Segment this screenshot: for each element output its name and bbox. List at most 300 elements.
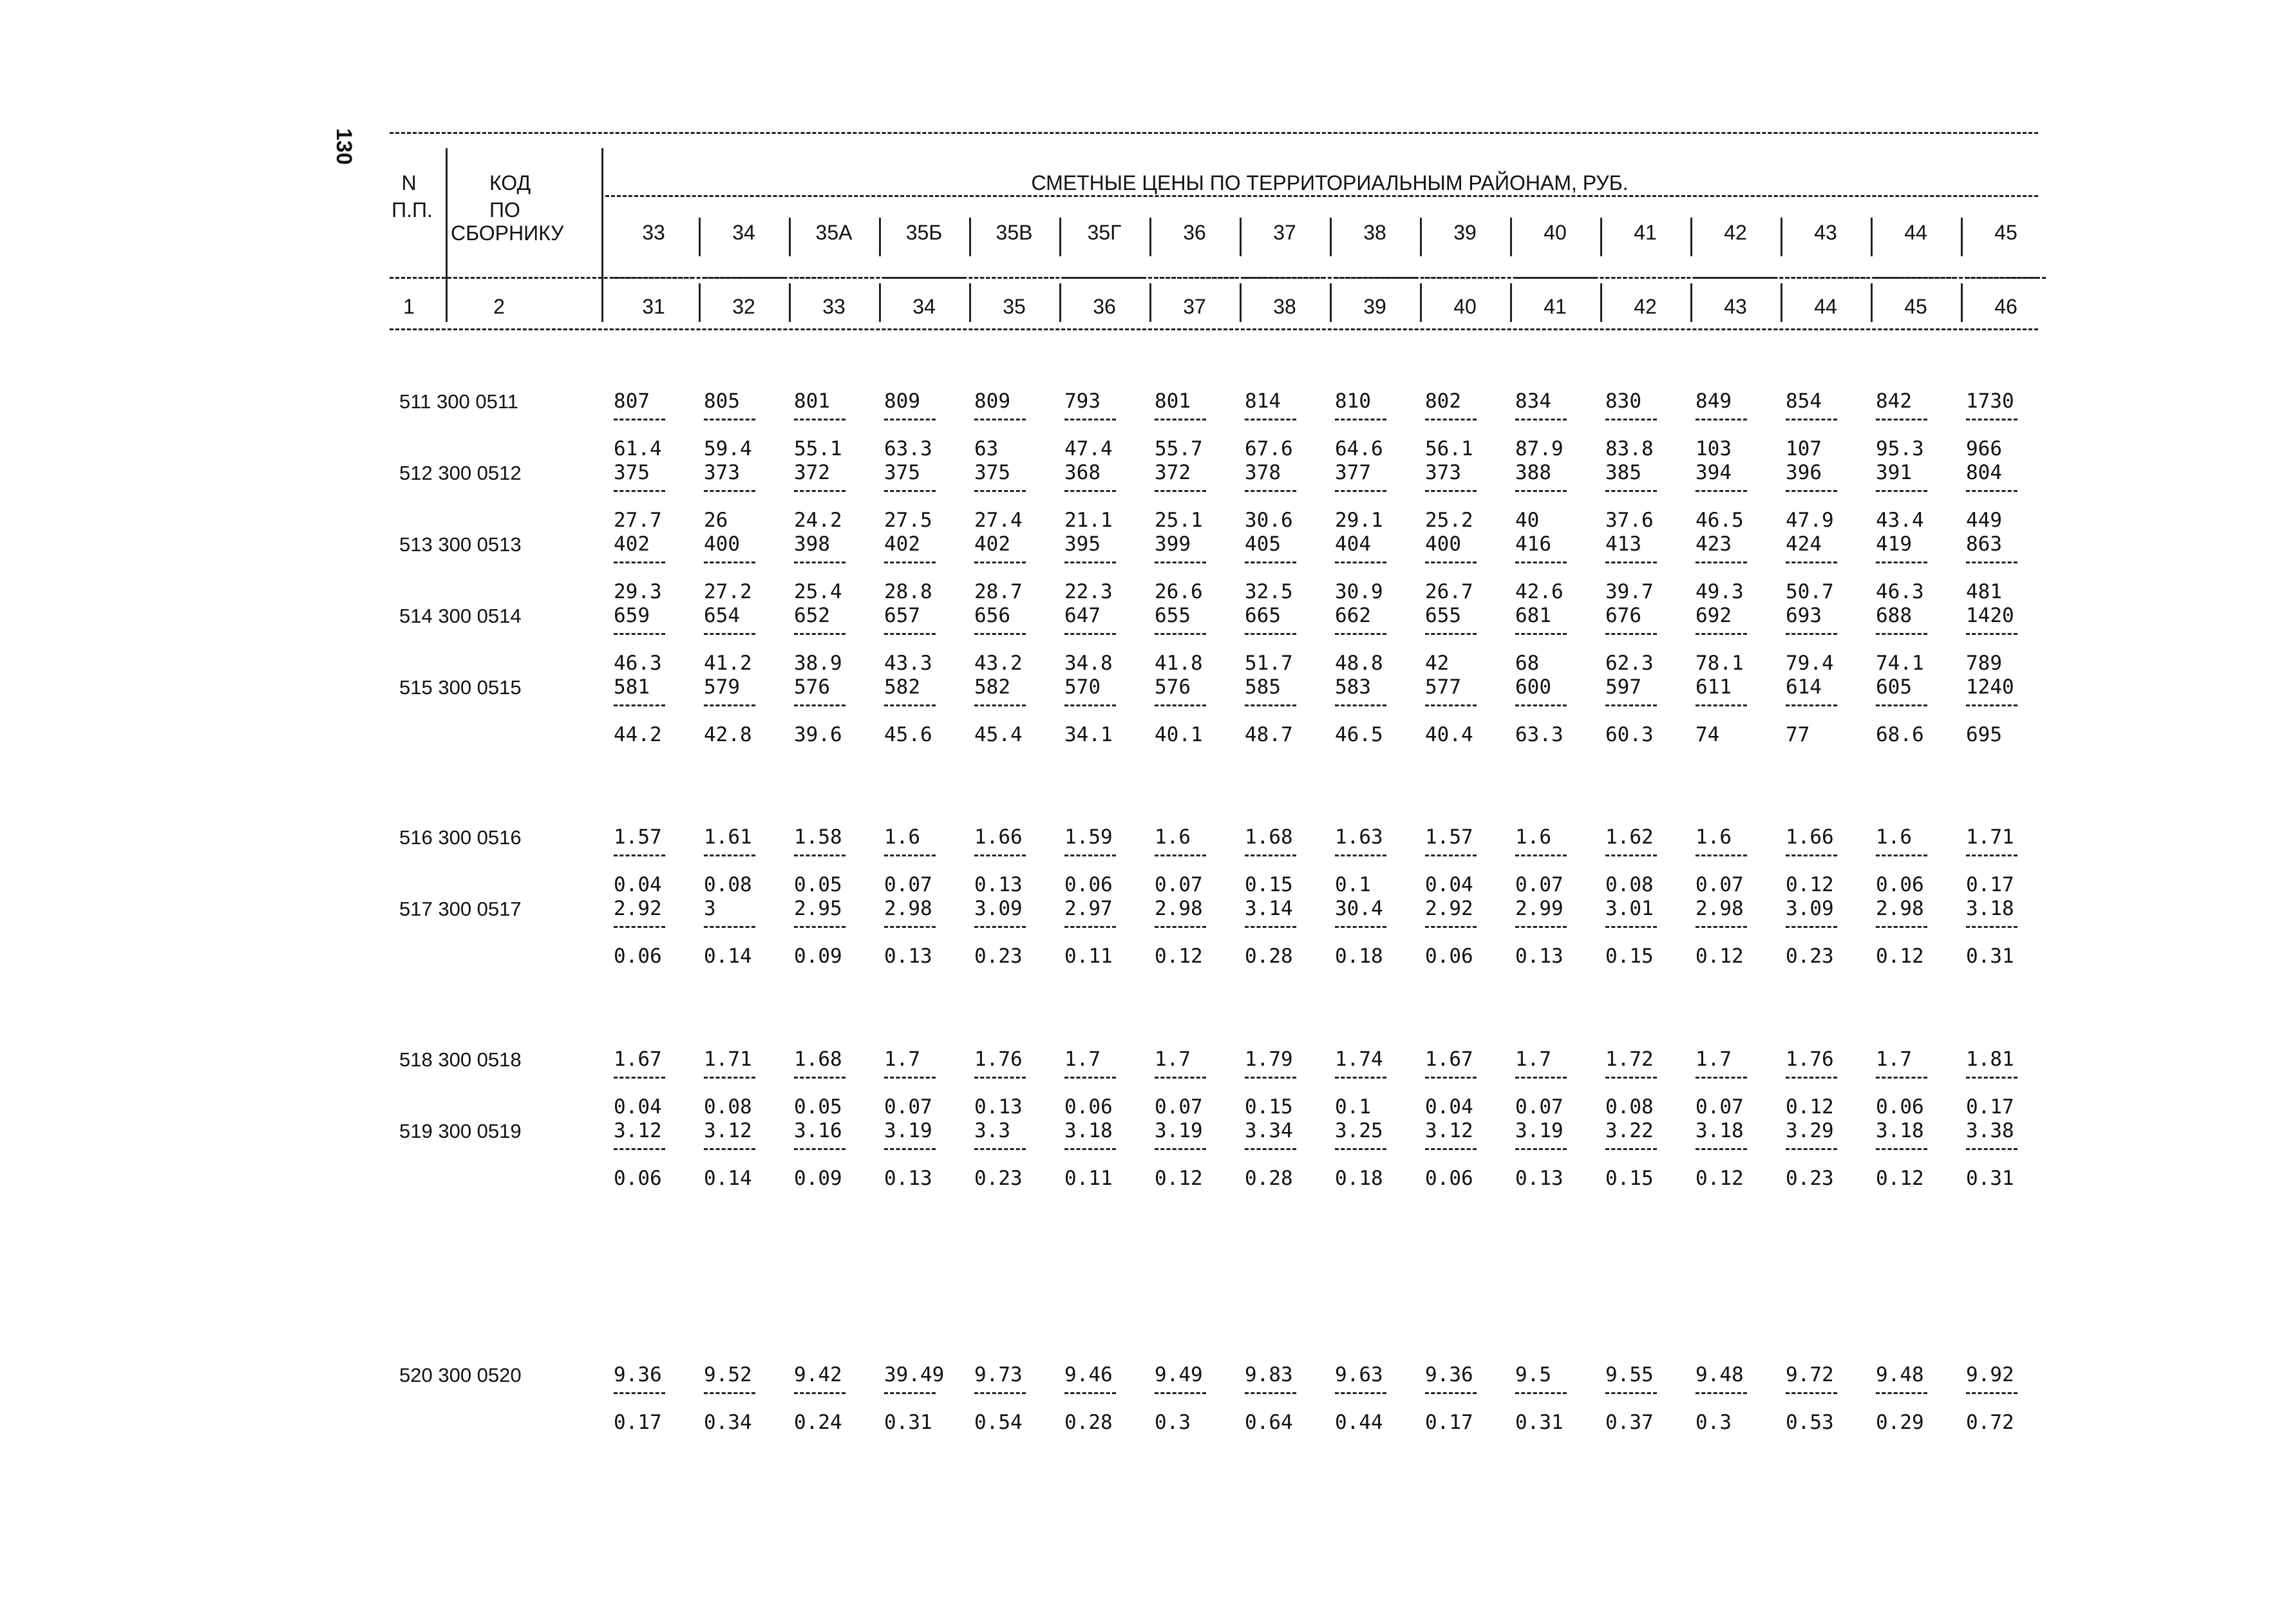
fraction-rule [884,1392,936,1394]
district-separator [1510,218,1512,256]
price-value: 0.11 [1064,945,1113,968]
fraction-rule [1966,562,2017,563]
fraction-rule [1245,562,1296,563]
price-value: 1.76 [974,1048,1023,1071]
fraction-rule [1155,562,1206,563]
fraction-rule [704,490,755,492]
fraction-rule [1876,854,1927,856]
price-value: 576 [1155,675,1191,699]
price-value: 3.29 [1786,1119,1834,1142]
price-value: 27.4 [974,509,1023,532]
fraction-rule [1786,926,1837,928]
price-value: 0.1 [1335,1095,1371,1119]
price-value: 42 [1425,652,1450,675]
price-value: 1.79 [1245,1048,1293,1071]
price-value: 47.9 [1786,509,1834,532]
price-value: 0.08 [704,1095,752,1119]
fraction-rule [1245,854,1296,856]
fraction-rule [884,419,936,420]
fraction-rule [704,633,755,635]
fraction-rule [614,1392,665,1394]
price-value: 657 [884,604,920,627]
price-value: 830 [1605,390,1641,413]
column-number: 42 [1634,295,1657,318]
column-number: 35 [1003,295,1026,318]
price-value: 103 [1696,437,1732,460]
column-separator [699,283,701,322]
district-separator [1961,218,1963,256]
fraction-rule [1786,704,1837,706]
price-value: 375 [614,461,650,484]
price-value: 583 [1335,675,1371,699]
fraction-rule [1696,562,1747,563]
price-value: 1.6 [884,826,920,849]
price-value: 0.07 [884,1095,932,1119]
fraction-rule [1876,1077,1927,1079]
price-value: 0.13 [1515,1167,1564,1190]
header-cell-rule [1696,277,1775,279]
column-separator [1781,283,1782,322]
price-value: 0.15 [1245,873,1293,896]
price-value: 9.73 [974,1363,1023,1386]
price-value: 0.23 [1786,945,1834,968]
fraction-rule [1696,1148,1747,1150]
fraction-rule [1786,490,1837,492]
price-value: 39.49 [884,1363,945,1386]
fraction-rule [1425,704,1477,706]
price-value: 1.58 [794,826,842,849]
price-value: 51.7 [1245,652,1293,675]
fraction-rule [1966,704,2017,706]
price-value: 0.64 [1245,1411,1293,1434]
column-separator [1961,283,1963,322]
fraction-rule [974,490,1026,492]
fraction-rule [1155,854,1206,856]
district-header: 36 [1183,221,1206,244]
price-value: 385 [1605,461,1641,484]
fraction-rule [974,926,1026,928]
price-value: 693 [1786,604,1822,627]
fraction-rule [1245,1077,1296,1079]
fraction-rule [974,419,1026,420]
price-value: 9.72 [1786,1363,1834,1386]
fraction-rule [794,704,846,706]
header-cell-rule [1425,277,1505,279]
price-value: 3.09 [1786,897,1834,920]
price-value: 0.24 [794,1411,842,1434]
fraction-rule [1245,419,1296,420]
price-value: 0.28 [1245,1167,1293,1190]
fraction-rule [1966,854,2017,856]
price-value: 0.07 [884,873,932,896]
fraction-rule [1335,1392,1386,1394]
fraction-rule [1605,704,1657,706]
fraction-rule [794,490,846,492]
price-value: 30.4 [1335,897,1383,920]
district-separator [1600,218,1602,256]
price-value: 38.9 [794,652,842,675]
fraction-rule [614,419,665,420]
header-title: СМЕТНЫЕ ЦЕНЫ ПО ТЕРРИТОРИАЛЬНЫМ РАЙОНАМ, РУБ. [1031,171,1629,194]
district-header: 35Б [905,221,943,244]
fraction-rule [1335,562,1386,563]
price-value: 2.98 [1876,897,1924,920]
row-code: 518 300 0518 [399,1048,522,1071]
fraction-rule [614,1077,665,1079]
row-code: 520 300 0520 [399,1364,522,1386]
fraction-rule [1425,633,1477,635]
price-value: 9.83 [1245,1363,1293,1386]
header-cell-rule [1966,277,2046,279]
price-value: 1.59 [1064,826,1113,849]
price-value: 801 [794,390,830,413]
fraction-rule [1696,419,1747,420]
header-cell-rule [1605,277,1685,279]
header-cell-rule [1786,277,1866,279]
price-value: 26.6 [1155,580,1203,603]
header-separator-code [601,148,603,322]
fraction-rule [884,633,936,635]
price-value: 2.95 [794,897,842,920]
price-value: 29.1 [1335,509,1383,532]
district-separator [789,218,791,256]
price-value: 372 [1155,461,1191,484]
price-value: 25.1 [1155,509,1203,532]
price-value: 577 [1425,675,1461,699]
price-value: 28.8 [884,580,932,603]
price-value: 68 [1515,652,1540,675]
district-header: 33 [642,221,665,244]
price-value: 3.25 [1335,1119,1383,1142]
row-code: 511 300 0511 [399,390,519,413]
fraction-rule [974,854,1026,856]
price-value: 9.48 [1876,1363,1924,1386]
price-value: 372 [794,461,830,484]
price-value: 46.3 [1876,580,1924,603]
price-value: 665 [1245,604,1281,627]
fraction-rule [704,854,755,856]
header-cell-rule [614,277,694,279]
district-header: 35Г [1087,221,1122,244]
price-value: 1.7 [1876,1048,1912,1071]
fraction-rule [1515,490,1567,492]
price-value: 3.22 [1605,1119,1654,1142]
price-value: 0.13 [974,873,1023,896]
price-value: 0.06 [614,1167,662,1190]
fraction-rule [1064,1077,1116,1079]
price-value: 0.06 [1876,1095,1924,1119]
price-value: 22.3 [1064,580,1113,603]
price-value: 0.17 [1966,1095,2014,1119]
price-value: 48.7 [1245,723,1293,746]
column-number: 37 [1183,295,1206,318]
price-value: 1.63 [1335,826,1383,849]
price-value: 611 [1696,675,1732,699]
district-separator [879,218,881,256]
price-value: 0.07 [1515,873,1564,896]
price-value: 9.48 [1696,1363,1744,1386]
fraction-rule [1696,1077,1747,1079]
price-value: 48.8 [1335,652,1383,675]
price-value: 688 [1876,604,1912,627]
column-number: 32 [732,295,755,318]
price-value: 0.1 [1335,873,1371,896]
fraction-rule [1696,1392,1747,1394]
district-separator [1871,218,1873,256]
fraction-rule [1696,490,1747,492]
price-value: 40 [1515,509,1540,532]
fraction-rule [1335,1077,1386,1079]
price-value: 1.71 [704,1048,752,1071]
price-value: 0.14 [704,1167,752,1190]
price-value: 373 [704,461,740,484]
fraction-rule [884,1077,936,1079]
price-value: 43.4 [1876,509,1924,532]
price-value: 801 [1155,390,1191,413]
price-value: 9.46 [1064,1363,1113,1386]
price-value: 655 [1155,604,1191,627]
price-value: 0.06 [1064,873,1113,896]
fraction-rule [1696,926,1747,928]
district-separator [1690,218,1692,256]
fraction-rule [1605,562,1657,563]
price-value: 1.74 [1335,1048,1383,1071]
price-value: 0.28 [1245,945,1293,968]
fraction-rule [1966,633,2017,635]
price-value: 1.61 [704,826,752,849]
header-code-line1: КОД [489,171,531,194]
header-cell-rule [704,277,784,279]
column-number: 44 [1814,295,1837,318]
fraction-rule [1515,562,1567,563]
price-value: 0.17 [1966,873,2014,896]
price-value: 395 [1064,533,1101,556]
district-header: 42 [1724,221,1747,244]
price-value: 0.12 [1786,873,1834,896]
fraction-rule [1155,490,1206,492]
fraction-rule [794,1077,846,1079]
fraction-rule [614,854,665,856]
district-header: 34 [732,221,755,244]
price-value: 0.06 [1876,873,1924,896]
price-value: 42.6 [1515,580,1564,603]
fraction-rule [614,1148,665,1150]
price-value: 804 [1966,461,2002,484]
fraction-rule [1966,419,2017,420]
price-value: 9.63 [1335,1363,1383,1386]
fraction-rule [1155,633,1206,635]
column-separator [1059,283,1061,322]
price-value: 0.04 [614,1095,662,1119]
header-title-rule [605,195,2038,197]
price-value: 582 [974,675,1010,699]
price-value: 809 [974,390,1010,413]
price-value: 388 [1515,461,1551,484]
price-value: 0.14 [704,945,752,968]
price-value: 32.5 [1245,580,1293,603]
fraction-rule [1876,562,1927,563]
price-value: 0.17 [1425,1411,1473,1434]
header-n: N [401,171,417,194]
price-value: 0.08 [704,873,752,896]
price-value: 1.6 [1696,826,1732,849]
price-value: 400 [704,533,740,556]
fraction-rule [1335,926,1386,928]
price-value: 2.98 [1696,897,1744,920]
price-value: 39.7 [1605,580,1654,603]
district-separator [1149,218,1151,256]
header-code-line2: ПО [489,198,520,222]
fraction-rule [1245,633,1296,635]
price-value: 0.04 [1425,1095,1473,1119]
price-value: 1.6 [1155,826,1191,849]
price-value: 3.19 [1155,1119,1203,1142]
header-cell-rule [974,277,1054,279]
price-value: 26 [704,509,728,532]
column-number: 38 [1273,295,1296,318]
price-value: 25.4 [794,580,842,603]
fraction-rule [1786,419,1837,420]
price-value: 44.2 [614,723,662,746]
fraction-rule [1335,419,1386,420]
price-value: 1.71 [1966,826,2014,849]
price-value: 2.98 [884,897,932,920]
fraction-rule [704,1148,755,1150]
price-value: 654 [704,604,740,627]
price-value: 581 [614,675,650,699]
price-value: 0.07 [1155,873,1203,896]
price-value: 26.7 [1425,580,1473,603]
price-value: 83.8 [1605,437,1654,460]
row-code: 515 300 0515 [399,676,522,699]
price-value: 2.92 [614,897,662,920]
fraction-rule [614,562,665,563]
price-value: 0.23 [974,1167,1023,1190]
price-value: 810 [1335,390,1371,413]
price-value: 1.62 [1605,826,1654,849]
price-value: 47.4 [1064,437,1113,460]
price-value: 40.4 [1425,723,1473,746]
header-cell-rule [1155,277,1234,279]
price-value: 43.2 [974,652,1023,675]
price-value: 34.8 [1064,652,1113,675]
fraction-rule [1605,1077,1657,1079]
price-value: 0.53 [1786,1411,1834,1434]
fraction-rule [704,562,755,563]
fraction-rule [1966,926,2017,928]
price-value: 79.4 [1786,652,1834,675]
price-value: 63.3 [884,437,932,460]
price-value: 0.12 [1155,945,1203,968]
price-value: 391 [1876,461,1912,484]
price-value: 398 [794,533,830,556]
price-value: 1420 [1966,604,2014,627]
header-cell-rule [1064,277,1144,279]
district-header: 41 [1634,221,1657,244]
fraction-rule [1064,854,1116,856]
price-value: 1730 [1966,390,2014,413]
price-value: 404 [1335,533,1371,556]
price-value: 3.12 [614,1119,662,1142]
fraction-rule [1155,419,1206,420]
fraction-rule [974,562,1026,563]
price-value: 1.76 [1786,1048,1834,1071]
row-code: 513 300 0513 [399,533,522,556]
price-value: 37.6 [1605,509,1654,532]
price-value: 0.31 [1966,945,2014,968]
row-code: 519 300 0519 [399,1120,522,1142]
fraction-rule [1064,490,1116,492]
district-header: 37 [1273,221,1296,244]
header-index-code: 2 [493,295,505,318]
price-value: 375 [884,461,920,484]
fraction-rule [1425,562,1477,563]
price-value: 805 [704,390,740,413]
price-value: 0.11 [1064,1167,1113,1190]
price-value: 30.9 [1335,580,1383,603]
price-value: 3.18 [1696,1119,1744,1142]
fraction-rule [794,633,846,635]
fraction-rule [1425,854,1477,856]
price-value: 402 [884,533,920,556]
fraction-rule [1605,490,1657,492]
fraction-rule [1515,419,1567,420]
fraction-rule [1786,562,1837,563]
price-value: 0.07 [1696,1095,1744,1119]
fraction-rule [1966,490,2017,492]
price-value: 662 [1335,604,1371,627]
price-value: 681 [1515,604,1551,627]
fraction-rule [1064,1392,1116,1394]
header-pp: П.П. [392,198,433,222]
price-value: 45.4 [974,723,1023,746]
district-separator [1330,218,1332,256]
price-value: 24.2 [794,509,842,532]
price-value: 3.18 [1876,1119,1924,1142]
header-cell-rule [884,277,964,279]
fraction-rule [1696,633,1747,635]
price-value: 9.92 [1966,1363,2014,1386]
price-value: 1.67 [1425,1048,1473,1071]
price-value: 0.37 [1605,1411,1654,1434]
fraction-rule [1245,704,1296,706]
fraction-rule [1876,633,1927,635]
price-value: 809 [884,390,920,413]
fraction-rule [1335,854,1386,856]
price-value: 1.81 [1966,1048,2014,1071]
price-value: 814 [1245,390,1281,413]
price-value: 0.06 [1425,1167,1473,1190]
header-cell-rule [1515,277,1595,279]
column-separator [969,283,971,322]
price-value: 0.31 [884,1411,932,1434]
price-value: 597 [1605,675,1641,699]
header-index-n: 1 [403,295,415,318]
fraction-rule [884,1148,936,1150]
price-value: 659 [614,604,650,627]
district-header: 43 [1814,221,1837,244]
price-value: 2.97 [1064,897,1113,920]
page-number: 130 [331,128,356,165]
price-value: 46.5 [1335,723,1383,746]
price-value: 1.7 [1696,1048,1732,1071]
fraction-rule [1966,1077,2017,1079]
fraction-rule [1064,633,1116,635]
price-value: 43.3 [884,652,932,675]
price-value: 41.8 [1155,652,1203,675]
fraction-rule [1696,854,1747,856]
price-value: 605 [1876,675,1912,699]
